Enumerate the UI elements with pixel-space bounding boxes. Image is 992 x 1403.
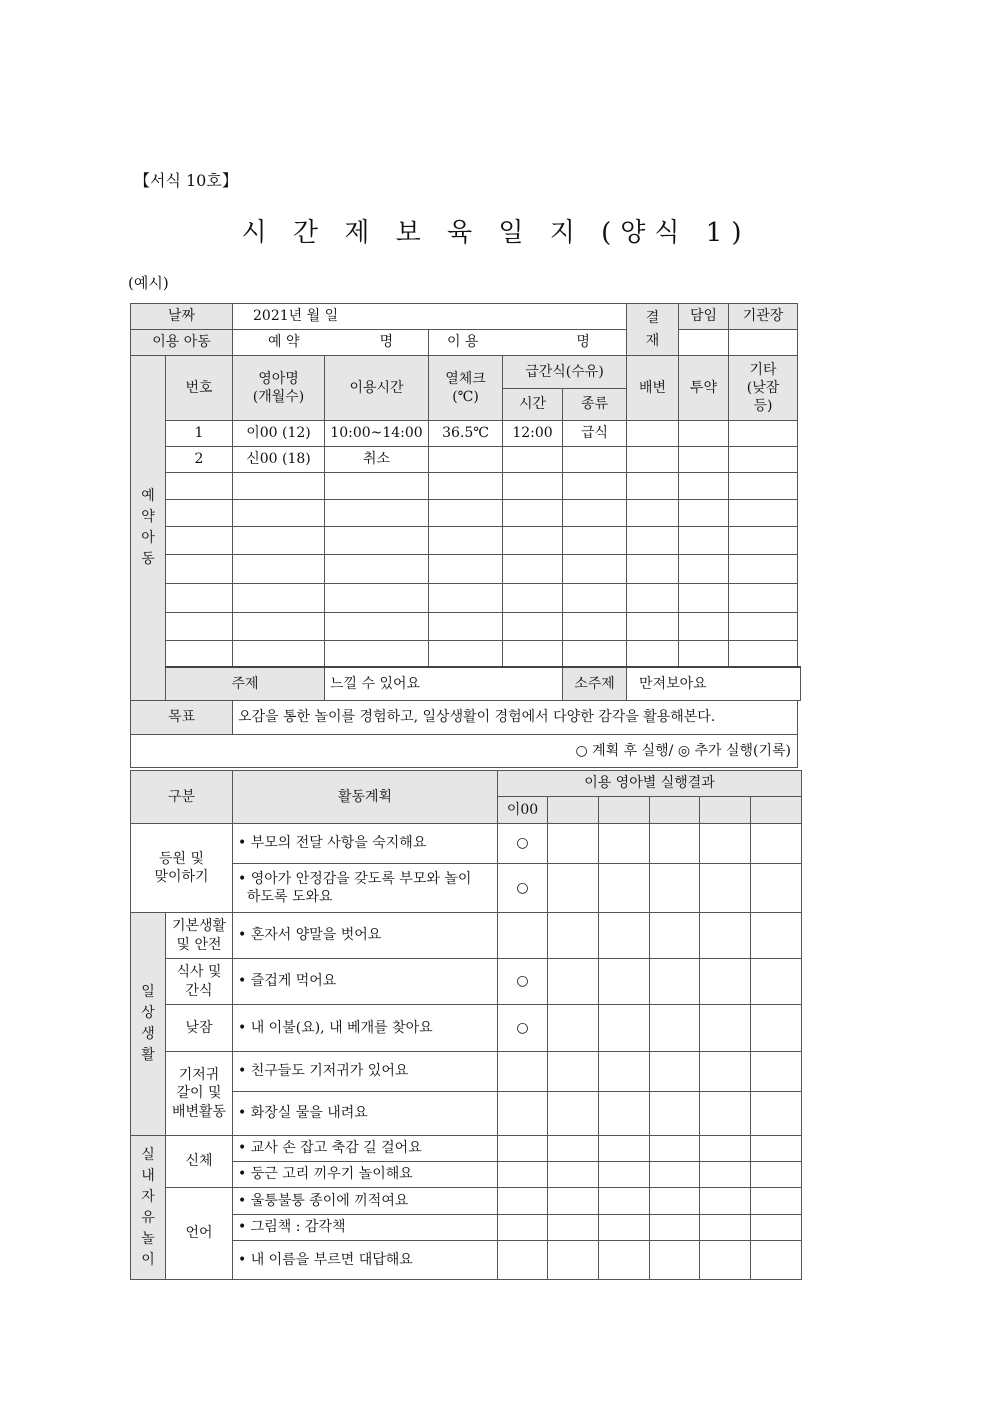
nap-label: 낮잠 xyxy=(166,1005,233,1052)
col-toilet: 배변 xyxy=(627,356,679,421)
reserved-count[interactable]: 예 약 명 xyxy=(233,330,429,356)
reservation-side-label: 예 약 아 동 xyxy=(131,356,166,701)
theme-value[interactable]: 느낄 수 있어요 xyxy=(325,667,563,701)
diaper-item-2[interactable]: • 화장실 물을 내려요 xyxy=(233,1092,498,1136)
row-temp[interactable] xyxy=(429,447,503,473)
usage-label: 이용 아동 xyxy=(131,330,233,356)
director-label: 기관장 xyxy=(729,304,798,330)
child-col xyxy=(751,797,802,824)
subtheme-value[interactable]: 만져보아요 xyxy=(627,667,801,701)
row-medicine[interactable] xyxy=(679,421,729,447)
diaper-label: 기저귀 갈이 및 배변활동 xyxy=(166,1052,233,1136)
arrival-item-1[interactable]: • 부모의 전달 사항을 숙지해요 xyxy=(233,824,498,864)
col-category: 구분 xyxy=(131,771,233,824)
director-sign[interactable] xyxy=(729,330,798,356)
form-number: 【서식 10호】 xyxy=(134,171,238,190)
col-snack-kind: 종류 xyxy=(563,389,627,421)
language-item-3[interactable]: • 내 이름을 부르면 대답해요 xyxy=(233,1241,498,1280)
daily-life-label: 일 상 생 활 xyxy=(131,913,166,1136)
col-etc: 기타 (낮잠 등) xyxy=(729,356,798,421)
row-snack-kind[interactable]: 급식 xyxy=(563,421,627,447)
activity-plan-table xyxy=(130,770,802,1280)
col-time: 이용시간 xyxy=(325,356,429,421)
table-row xyxy=(131,447,801,473)
empty-row xyxy=(131,555,801,584)
language-item-1[interactable]: • 울퉁불퉁 종이에 끼적여요 xyxy=(233,1188,498,1215)
date-label: 날짜 xyxy=(131,304,233,330)
journal-table-top xyxy=(130,303,801,768)
meal-label: 식사 및 간식 xyxy=(166,959,233,1005)
col-no: 번호 xyxy=(166,356,233,421)
nap-item[interactable]: • 내 이불(요), 내 베개를 찾아요 xyxy=(233,1005,498,1052)
col-temp: 열체크 (℃) xyxy=(429,356,503,421)
row-medicine[interactable] xyxy=(679,447,729,473)
meal-item[interactable]: • 즐겁게 먹어요 xyxy=(233,959,498,1005)
empty-row xyxy=(131,641,801,667)
row-time[interactable]: 취소 xyxy=(325,447,429,473)
row-etc[interactable] xyxy=(729,421,798,447)
basic-life-item[interactable]: • 혼자서 양말을 벗어요 xyxy=(233,913,498,959)
body-item-2[interactable]: • 둥근 고리 끼우기 놀이해요 xyxy=(233,1162,498,1188)
row-snack-time[interactable] xyxy=(503,447,563,473)
child-col xyxy=(548,797,599,824)
col-snack-time: 시간 xyxy=(503,389,563,421)
date-value[interactable]: 2021년 월 일 xyxy=(233,304,627,330)
col-results: 이용 영아별 실행결과 xyxy=(498,771,802,797)
col-activity: 활동계획 xyxy=(233,771,498,824)
arrival-mark-1[interactable]: ○ xyxy=(498,824,548,864)
row-temp[interactable]: 36.5℃ xyxy=(429,421,503,447)
row-time[interactable]: 10:00~14:00 xyxy=(325,421,429,447)
arrival-mark-2[interactable]: ○ xyxy=(498,864,548,913)
empty-row xyxy=(131,584,801,613)
row-no: 1 xyxy=(166,421,233,447)
row-no: 2 xyxy=(166,447,233,473)
empty-row xyxy=(131,613,801,641)
language-item-2[interactable]: • 그림책 : 감각책 xyxy=(233,1215,498,1241)
used-count[interactable]: 이 용 명 xyxy=(429,330,627,356)
empty-row xyxy=(131,473,801,500)
goal-value[interactable]: 오감을 통한 놀이를 경험하고, 일상생활이 경험에서 다양한 감각을 활용해본다. xyxy=(233,701,798,735)
basic-life-mark[interactable] xyxy=(498,913,548,959)
diaper-item-1[interactable]: • 친구들도 기저귀가 있어요 xyxy=(233,1052,498,1092)
row-name[interactable]: 이00 (12) xyxy=(233,421,325,447)
basic-life-label: 기본생활 및 안전 xyxy=(166,913,233,959)
homeroom-sign[interactable] xyxy=(679,330,729,356)
col-snack: 급간식(수유) xyxy=(503,356,627,389)
col-name: 영아명 (개월수) xyxy=(233,356,325,421)
nap-mark[interactable]: ○ xyxy=(498,1005,548,1052)
row-name[interactable]: 신00 (18) xyxy=(233,447,325,473)
row-etc[interactable] xyxy=(729,447,798,473)
col-medicine: 투약 xyxy=(679,356,729,421)
legend: ○ 계획 후 실행/ ◎ 추가 실행(기록) xyxy=(131,735,798,768)
indoor-play-label: 실 내 자 유 놀 이 xyxy=(131,1136,166,1280)
child-col xyxy=(700,797,751,824)
empty-row xyxy=(131,500,801,527)
homeroom-label: 담임 xyxy=(679,304,729,330)
subtheme-label: 소주제 xyxy=(563,667,627,701)
body-label: 신체 xyxy=(166,1136,233,1188)
arrival-item-2[interactable]: • 영아가 안정감을 갖도록 부모와 놀이 하도록 도와요 xyxy=(233,864,498,913)
row-snack-time[interactable]: 12:00 xyxy=(503,421,563,447)
goal-label: 목표 xyxy=(131,701,233,735)
empty-row xyxy=(131,527,801,555)
table-row xyxy=(131,421,801,447)
row-toilet[interactable] xyxy=(627,447,679,473)
row-snack-kind[interactable] xyxy=(563,447,627,473)
row-toilet[interactable] xyxy=(627,421,679,447)
body-item-1[interactable]: • 교사 손 잡고 축감 길 걸어요 xyxy=(233,1136,498,1162)
theme-label: 주제 xyxy=(166,667,325,701)
language-label: 언어 xyxy=(166,1188,233,1280)
child-1-label: 이00 xyxy=(498,797,548,824)
meal-mark[interactable]: ○ xyxy=(498,959,548,1005)
example-label: (예시) xyxy=(128,274,169,292)
child-col xyxy=(650,797,700,824)
child-col xyxy=(599,797,650,824)
approval-label: 결 재 xyxy=(627,304,679,356)
page-title: 시 간 제 보 육 일 지 (양식 1) xyxy=(241,218,751,248)
arrival-label: 등원 및 맞이하기 xyxy=(131,824,233,913)
